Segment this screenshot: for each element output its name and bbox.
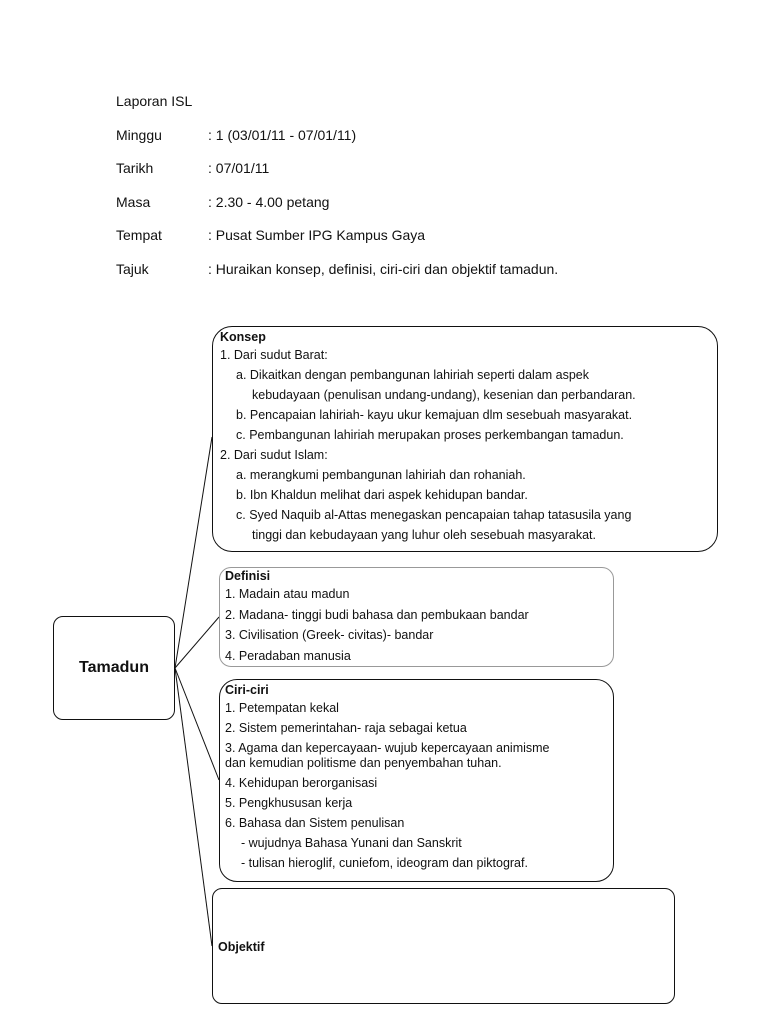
meta-value: : Pusat Sumber IPG Kampus Gaya: [208, 227, 426, 243]
meta-value: : 1 (03/01/11 - 07/01/11): [208, 127, 357, 143]
definisi-line: 2. Madana- tinggi budi bahasa dan pembukaan bandar: [225, 607, 529, 622]
ciri-line: - wujudnya Bahasa Yunani dan Sanskrit: [241, 836, 462, 850]
konsep-line: b. Ibn Khaldun melihat dari aspek kehidupan bandar.: [236, 488, 528, 502]
ciri-line: 5. Pengkhususan kerja: [225, 796, 353, 810]
definisi-line: 1. Madain atau madun: [225, 587, 350, 601]
objektif-box: [212, 888, 675, 1004]
ciri-line: - tulisan hieroglif, cuniefom, ideogram dan piktograf.: [241, 856, 528, 870]
ciri-ciri-box: [219, 679, 614, 882]
connector-konsep: [175, 437, 212, 668]
definisi-line: 3. Civilisation (Greek- civitas)- bandar: [225, 628, 434, 642]
meta-label: Tarikh: [116, 160, 154, 176]
ciri-line: 2. Sistem pemerintahan- raja sebagai ketua: [225, 721, 467, 735]
konsep-heading: Konsep: [220, 330, 266, 344]
report-title: Laporan ISL: [116, 93, 193, 109]
objektif-heading: Objektif: [218, 940, 265, 954]
konsep-line: a. Dikaitkan dengan pembangunan lahiriah seperti dalam aspek: [236, 368, 590, 382]
connector-objektif: [175, 668, 212, 946]
meta-value: : Huraikan konsep, definisi, ciri-ciri dan objektif tamadun.: [208, 261, 559, 277]
ciri-line: 1. Petempatan kekal: [225, 701, 339, 715]
central-node-label: Tamadun: [79, 659, 149, 676]
konsep-line: 1. Dari sudut Barat:: [220, 348, 328, 362]
ciri-line-group: [225, 738, 613, 773]
ciri-line: 4. Kehidupan berorganisasi: [225, 776, 378, 790]
meta-label: Tempat: [116, 227, 162, 243]
konsep-line: 2. Dari sudut Islam:: [220, 448, 328, 462]
konsep-line: a. merangkumi pembangunan lahiriah dan rohaniah.: [236, 468, 526, 482]
konsep-line: c. Syed Naquib al-Attas menegaskan pencapaian tahap tatasusila yang: [236, 508, 632, 522]
konsep-line: c. Pembangunan lahiriah merupakan proses perkembangan tamadun.: [236, 428, 624, 442]
meta-label: Masa: [116, 194, 151, 210]
definisi-heading: Definisi: [225, 569, 271, 583]
definisi-box: [219, 567, 614, 667]
konsep-box: [212, 326, 718, 552]
ciri-line: 3. Agama dan kepercayaan- wujub kepercayaan animisme: [225, 741, 550, 755]
ciri-line: 6. Bahasa dan Sistem penulisan: [225, 816, 405, 830]
konsep-line: kebudayaan (penulisan undang-undang), kesenian dan perbandaran.: [252, 388, 636, 402]
connector-ciri: [175, 668, 219, 780]
meta-label: Minggu: [116, 127, 162, 143]
konsep-line: tinggi dan kebudayaan yang luhur oleh sesebuah masyarakat.: [252, 528, 596, 542]
meta-value: : 07/01/11: [208, 160, 270, 176]
ciri-line: dan kemudian politisme dan penyembahan tuhan.: [225, 756, 502, 770]
ciri-ciri-heading: Ciri-ciri: [225, 683, 269, 697]
meta-label: Tajuk: [116, 261, 149, 277]
definisi-line: 4. Peradaban manusia: [225, 648, 351, 663]
meta-value: : 2.30 - 4.00 petang: [208, 194, 330, 210]
central-node: [53, 616, 175, 720]
konsep-line: b. Pencapaian lahiriah- kayu ukur kemajuan dlm sesebuah masyarakat.: [236, 408, 633, 422]
